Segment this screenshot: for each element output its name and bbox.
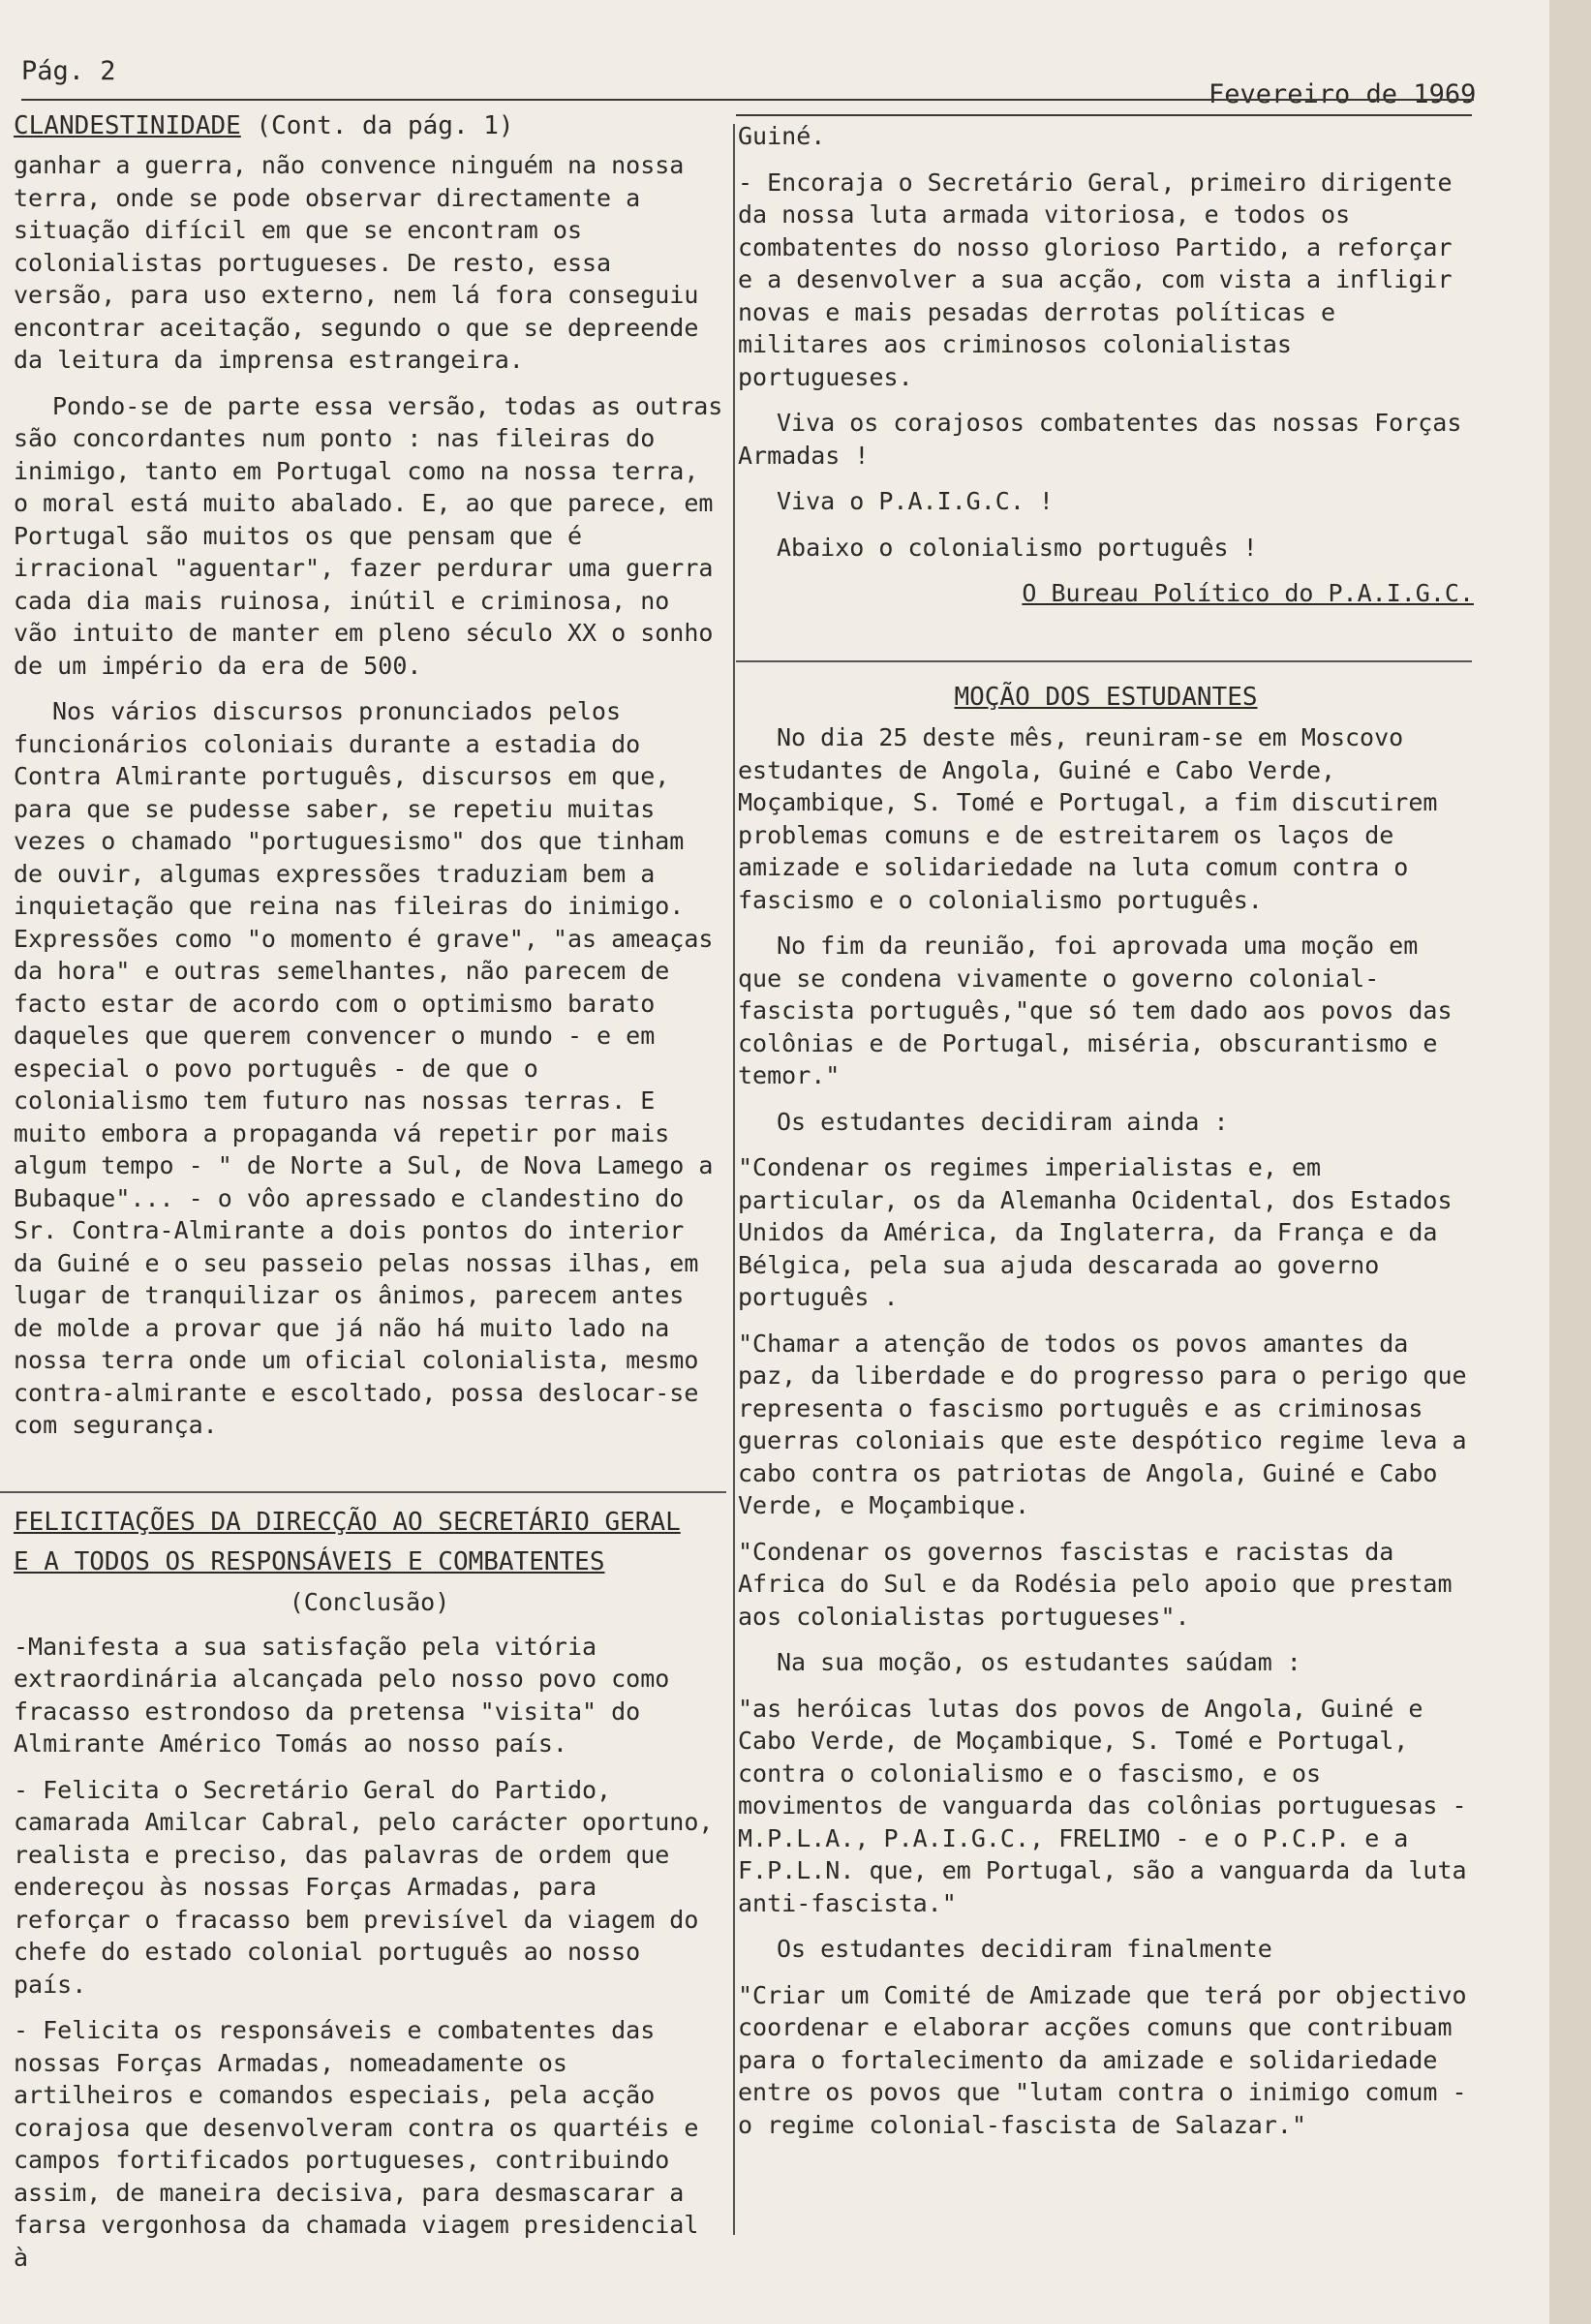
section-rule bbox=[0, 1491, 726, 1493]
header-rule-right bbox=[736, 114, 1472, 116]
paragraph: Viva o P.A.I.G.C. ! bbox=[777, 487, 1054, 515]
article-title: CLANDESTINIDADE bbox=[14, 111, 241, 140]
paragraph: - Encoraja o Secretário Geral, primeiro dirigente da nossa luta armada vitoriosa, e todos os combatentes do nosso glorioso Partido, a reforçar e a desenvolver a sua acção, com vista a infligir novas e mais pesadas derrotas políticas e militares aos criminosos colonialistas portugueses. bbox=[738, 168, 1453, 391]
article-clandestinidade bbox=[14, 108, 725, 1455]
issue-date: Fevereiro de 1969 bbox=[1209, 79, 1477, 109]
paragraph: Viva os corajosos combatentes das nossas Forças Armadas ! bbox=[738, 409, 1462, 470]
paragraph: -Manifesta a sua satisfação pela vitória extraordinária alcançada pelo nosso povo como fracasso estrondoso da pretensa "visita" do Almirante Américo Tomás ao nosso país. bbox=[14, 1632, 670, 1758]
article-title: FELICITAÇÕES DA DIRECÇÃO AO SECRETÁRIO GERAL bbox=[14, 1508, 681, 1537]
paragraph: Nos vários discursos pronunciados pelos funcionários coloniais durante a estadia do Contra Almirante português, discursos em que, para que se pudesse saber, se repetiu muitas vezes o chamado "portuguesismo" dos que tinham de ouvir, algumas expressões traduziam bem a inquietação que reina nas fileiras do inimigo. Expressões como "o momento é grave", "as ameaças da hora" e outras semelhantes, não parecem de facto estar de acordo com o optimismo barato daqueles que querem convencer o mundo - e em especial o povo português - de que o colonialismo tem futuro nas nossas terras. E muito embora a propaganda vá repetir por mais algum tempo - " de Norte a Sul, de Nova Lamego a Bubaque"... - o vôo apressado e clandestino do Sr. Contra-Almirante a dois pontos do interior da Guiné e o seu passeio pelas nossas ilhas, em lugar de tranquilizar os ânimos, parecem antes de molde a provar que já não há muito lado na nossa terra onde um oficial colonialista, mesmo contra-almirante e escoltado, possa deslocar-se com segurança. bbox=[14, 697, 714, 1439]
article-subtitle: (Conclusão) bbox=[289, 1588, 450, 1616]
section-rule bbox=[736, 660, 1472, 662]
paragraph: Guiné. bbox=[738, 122, 826, 150]
signature: O Bureau Político do P.A.I.G.C. bbox=[1022, 579, 1474, 607]
article-felicitacoes bbox=[14, 1507, 725, 2287]
paragraph: - Felicita o Secretário Geral do Partido, camarada Amilcar Cabral, pelo carácter oportuno, realista e preciso, das palavras de ordem que endereçou às nossas Forças Armadas, para reforçar o fracasso bem previsível da viagem do chefe do estado colonial português ao nosso país. bbox=[14, 1775, 714, 1999]
paragraph: Na sua moção, os estudantes saúdam : bbox=[777, 1648, 1301, 1676]
article-continuation-note: (Cont. da pág. 1) bbox=[240, 111, 514, 140]
paragraph: Os estudantes decidiram ainda : bbox=[777, 1107, 1229, 1136]
paragraph: - Felicita os responsáveis e combatentes das nossas Forças Armadas, nomeadamente os artilheiros e comandos especiais, pela acção corajosa que desenvolveram contra os quartéis e campos fortificados portugueses, contribuindo assim, de maneira decisiva, para desmascarar a farsa vergonhosa da chamada viagem presidencial à bbox=[14, 2016, 699, 2272]
paragraph: ganhar a guerra, não convence ninguém na nossa terra, onde se pode observar directamente a situação difícil em que se encontram os colonialistas portugueses. De resto, essa versão, para uso externo, nem lá fora conseguiu encontrar aceitação, segundo o que se depreende da leitura da imprensa estrangeira. bbox=[14, 151, 699, 374]
paragraph: No fim da reunião, foi aprovada uma moção em que se condena vivamente o governo colonial-fascista português,"que só tem dado aos povos das colônias e de Portugal, miséria, obscurantismo e temor." bbox=[738, 932, 1453, 1089]
paragraph: Os estudantes decidiram finalmente bbox=[777, 1935, 1272, 1963]
article-mocao bbox=[738, 682, 1474, 2155]
paragraph: "Chamar a atenção de todos os povos amantes da paz, da liberdade e do progresso para o perigo que representa o fascismo português e as criminosas guerras coloniais que este despótico regime leva a cabo contra os patriotas de Angola, Guiné e Cabo Verde, e Moçambique. bbox=[738, 1329, 1467, 1519]
column-divider bbox=[733, 124, 735, 2235]
paragraph: "as heróicas lutas dos povos de Angola, Guiné e Cabo Verde, de Moçambique, S. Tomé e Portugal, contra o colonialismo e o fascismo, e os movimentos de vanguarda das colônias portuguesas - M.P.L.A., P.A.I.G.C., FRELIMO - e o P.C.P. e a F.P.L.N. que, em Portugal, são a vanguarda da luta anti-fascista." bbox=[738, 1694, 1467, 1917]
paragraph: Pondo-se de parte essa versão, todas as outras são concordantes num ponto : nas fileiras do inimigo, tanto em Portugal como na nossa terra, o moral está muito abalado. E, ao que parece, em Portugal são muitos os que pensam que é irracional "aguentar", fazer perdurar uma guerra cada dia mais ruinosa, inútil e criminosa, no vão intuito de manter em pleno século XX o sonho de um império da era de 500. bbox=[14, 391, 723, 680]
paragraph: No dia 25 deste mês, reuniram-se em Moscovo estudantes de Angola, Guiné e Cabo Verde, Moçambique, S. Tomé e Portugal, a fim discutirem problemas comuns e de estreitarem os laços de amizade e solidariedade na luta comum contra o fascismo e o colonialismo português. bbox=[738, 723, 1438, 914]
article-title-line2: E A TODOS OS RESPONSÁVEIS E COMBATENTES bbox=[14, 1547, 605, 1576]
page-edge bbox=[1549, 0, 1591, 2324]
article-title: MOÇÃO DOS ESTUDANTES bbox=[954, 683, 1258, 712]
paragraph: "Condenar os governos fascistas e racistas da Africa do Sul e da Rodésia pelo apoio que prestam aos colonialistas portugueses". bbox=[738, 1537, 1453, 1631]
paragraph: "Criar um Comité de Amizade que terá por objectivo coordenar e elaborar acções comuns que contribuam para o fortalecimento da amizade e solidariedade entre os povos que "lutam contra o inimigo comum - o regime colonial-fascista de Salazar." bbox=[738, 1980, 1467, 2139]
page-number: Pág. 2 bbox=[21, 56, 116, 86]
article-felicitacoes-continued bbox=[738, 120, 1474, 624]
paragraph: Abaixo o colonialismo português ! bbox=[777, 533, 1258, 562]
header-rule bbox=[21, 99, 1474, 101]
paragraph: "Condenar os regimes imperialistas e, em particular, os da Alemanha Ocidental, dos Estados Unidos da América, da Inglaterra, da França e da Bélgica, pela sua ajuda descarada ao governo português . bbox=[738, 1153, 1453, 1311]
